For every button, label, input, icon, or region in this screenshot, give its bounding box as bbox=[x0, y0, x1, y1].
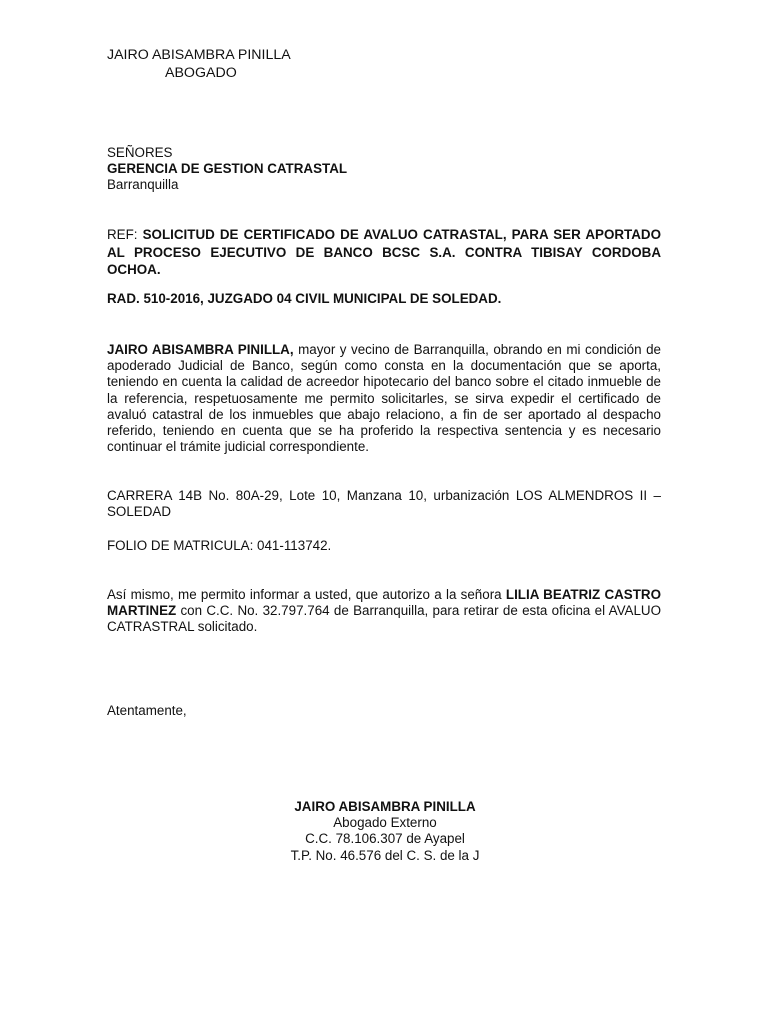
authorization-text-before: Así mismo, me permito informar a usted, que autorizo a la señora bbox=[107, 587, 502, 602]
reference-block bbox=[107, 226, 661, 279]
letterhead-title: ABOGADO bbox=[165, 65, 237, 81]
authorization-person: LILIA BEATRIZ CASTRO MARTINEZ bbox=[107, 587, 661, 619]
reference-text: SOLICITUD DE CERTIFICADO DE AVALUO CATRASTAL, PARA SER APORTADO AL PROCESO EJECUTIVO DE BANCO BCSC S.A. CONTRA TIBISAY CORDOBA OCHOA. bbox=[107, 227, 661, 277]
signature-license: T.P. No. 46.576 del C. S. de la J bbox=[290, 847, 480, 863]
body-name: JAIRO ABISAMBRA PINILLA, bbox=[107, 342, 294, 357]
body-paragraph bbox=[107, 342, 661, 455]
body-text: mayor y vecino de Barranquilla, obrando en mi condición de apoderado Judicial de Banco, según como consta en la documentación que se aporta, teniendo en cuenta la calidad de acreedor hipotecario del banco sobre el citado inmueble de la referencia, respetuosamente me permito solicitarles, se sirva expedir el certificado de avaluó catastral de los inmuebles que abajo relaciono, a fin de ser aportado al despacho referido, teniendo en cuenta que se ha proferido la respectiva sentencia y es necesario continuar el trámite judicial correspondiente. bbox=[107, 342, 661, 455]
signature-id: C.C. 78.106.307 de Ayapel bbox=[305, 831, 465, 847]
addressee-block bbox=[107, 145, 661, 194]
property-address: CARRERA 14B No. 80A-29, Lote 10, Manzana 10, urbanización LOS ALMENDROS II – SOLEDAD bbox=[107, 488, 661, 520]
authorization-paragraph bbox=[107, 587, 661, 636]
property-folio: FOLIO DE MATRICULA: 041-113742. bbox=[107, 538, 332, 553]
letterhead-name: JAIRO ABISAMBRA PINILLA bbox=[107, 47, 291, 63]
addressee-city: Barranquilla bbox=[107, 177, 179, 193]
signature-name: JAIRO ABISAMBRA PINILLA bbox=[294, 799, 476, 814]
reference-label: REF: bbox=[107, 227, 138, 242]
authorization-text-after: con C.C. No. 32.797.764 de Barranquilla, para retirar de esta oficina el AVALUO CATRASTRAL solicitado. bbox=[107, 603, 661, 635]
signature-block bbox=[180, 799, 590, 864]
signature-role: Abogado Externo bbox=[333, 815, 437, 831]
case-number: RAD. 510-2016, JUZGADO 04 CIVIL MUNICIPAL DE SOLEDAD. bbox=[107, 291, 502, 306]
letterhead bbox=[107, 46, 661, 82]
closing: Atentamente, bbox=[107, 703, 187, 718]
addressee-salutation: SEÑORES bbox=[107, 145, 173, 160]
addressee-entity: GERENCIA DE GESTION CATRASTAL bbox=[107, 161, 348, 177]
